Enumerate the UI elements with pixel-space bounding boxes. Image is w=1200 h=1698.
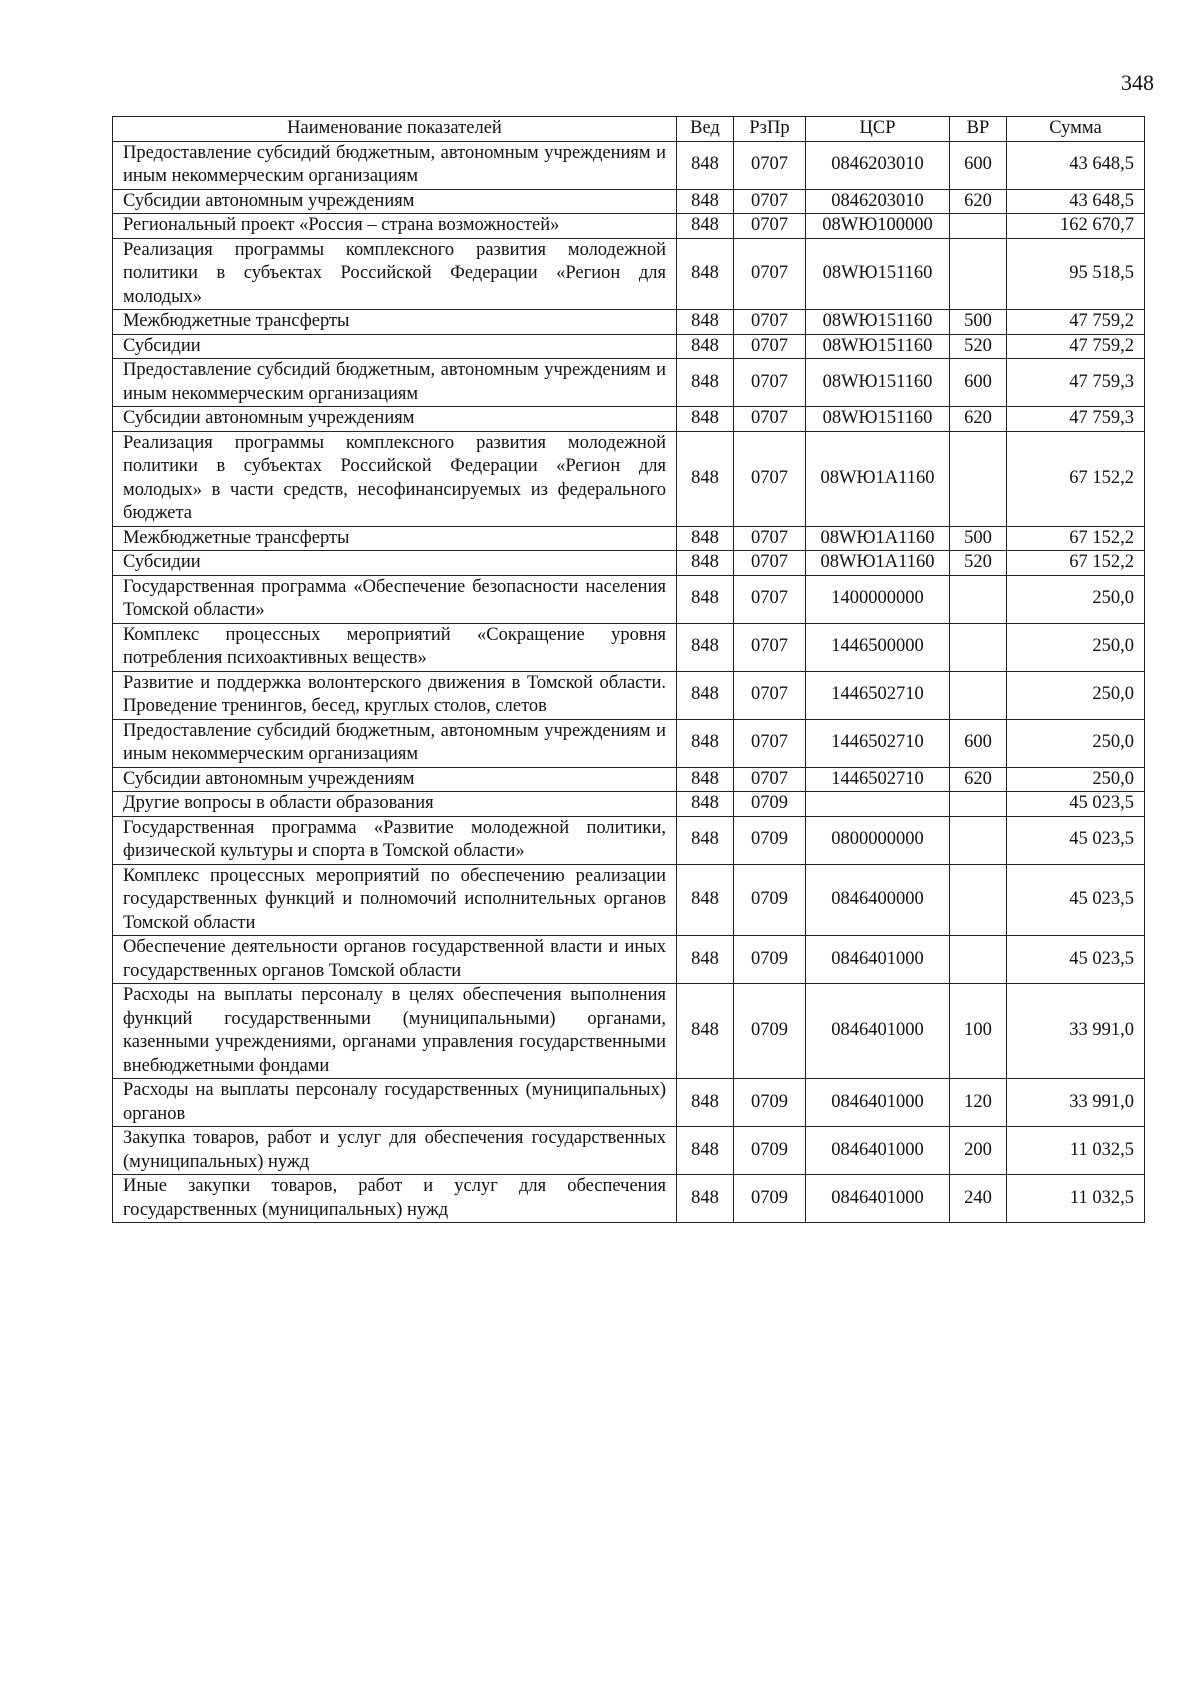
cell-csr: 1446502710 <box>806 719 950 767</box>
cell-rzpr: 0707 <box>734 551 806 576</box>
cell-rzpr: 0709 <box>734 1079 806 1127</box>
cell-rzpr: 0709 <box>734 984 806 1079</box>
cell-sum: 45 023,5 <box>1007 792 1145 817</box>
cell-vr <box>950 864 1007 936</box>
cell-sum: 162 670,7 <box>1007 214 1145 239</box>
cell-ved: 848 <box>677 1079 734 1127</box>
cell-sum: 43 648,5 <box>1007 141 1145 189</box>
cell-csr: 08WЮ151160 <box>806 407 950 432</box>
page-number: 348 <box>1121 70 1154 95</box>
cell-csr: 08WЮ151160 <box>806 334 950 359</box>
cell-csr: 0846400000 <box>806 864 950 936</box>
table-row <box>113 334 1145 359</box>
cell-ved: 848 <box>677 936 734 984</box>
header-name: Наименование показателей <box>113 117 677 142</box>
cell-sum: 47 759,3 <box>1007 359 1145 407</box>
table-row <box>113 551 1145 576</box>
table-row <box>113 141 1145 189</box>
table-row <box>113 310 1145 335</box>
cell-csr: 0846203010 <box>806 189 950 214</box>
cell-sum: 250,0 <box>1007 623 1145 671</box>
cell-rzpr: 0707 <box>734 238 806 310</box>
cell-ved: 848 <box>677 238 734 310</box>
cell-sum: 67 152,2 <box>1007 431 1145 526</box>
table-row <box>113 1079 1145 1127</box>
budget-table <box>112 116 1145 1223</box>
cell-ved: 848 <box>677 792 734 817</box>
cell-sum: 250,0 <box>1007 719 1145 767</box>
table-row <box>113 936 1145 984</box>
cell-name: Субсидии автономным учреждениям <box>113 189 677 214</box>
cell-csr: 0846401000 <box>806 1175 950 1223</box>
cell-rzpr: 0709 <box>734 864 806 936</box>
cell-ved: 848 <box>677 407 734 432</box>
cell-vr: 500 <box>950 310 1007 335</box>
cell-sum: 95 518,5 <box>1007 238 1145 310</box>
cell-rzpr: 0709 <box>734 1127 806 1175</box>
cell-sum: 43 648,5 <box>1007 189 1145 214</box>
cell-rzpr: 0709 <box>734 1175 806 1223</box>
cell-csr: 0846203010 <box>806 141 950 189</box>
cell-name: Реализация программы комплексного развития молодежной политики в субъектах Российской Федерации «Регион для молодых» <box>113 238 677 310</box>
cell-rzpr: 0707 <box>734 141 806 189</box>
cell-ved: 848 <box>677 551 734 576</box>
table-row <box>113 864 1145 936</box>
cell-name: Закупка товаров, работ и услуг для обеспечения государственных (муниципальных) нужд <box>113 1127 677 1175</box>
cell-vr <box>950 214 1007 239</box>
cell-name: Обеспечение деятельности органов государственной власти и иных государственных органов Томской области <box>113 936 677 984</box>
cell-vr: 520 <box>950 551 1007 576</box>
cell-vr: 600 <box>950 141 1007 189</box>
cell-sum: 11 032,5 <box>1007 1127 1145 1175</box>
table-row <box>113 431 1145 526</box>
cell-name: Развитие и поддержка волонтерского движения в Томской области. Проведение тренингов, бесед, круглых столов, слетов <box>113 671 677 719</box>
table-row <box>113 214 1145 239</box>
cell-rzpr: 0707 <box>734 767 806 792</box>
table-row <box>113 359 1145 407</box>
cell-csr: 0800000000 <box>806 816 950 864</box>
cell-name: Другие вопросы в области образования <box>113 792 677 817</box>
cell-name: Государственная программа «Обеспечение безопасности населения Томской области» <box>113 575 677 623</box>
table-row <box>113 719 1145 767</box>
cell-vr <box>950 575 1007 623</box>
cell-sum: 45 023,5 <box>1007 936 1145 984</box>
cell-ved: 848 <box>677 310 734 335</box>
cell-vr: 100 <box>950 984 1007 1079</box>
cell-rzpr: 0709 <box>734 816 806 864</box>
cell-rzpr: 0707 <box>734 526 806 551</box>
cell-sum: 67 152,2 <box>1007 526 1145 551</box>
cell-name: Субсидии <box>113 551 677 576</box>
cell-csr: 0846401000 <box>806 984 950 1079</box>
cell-sum: 250,0 <box>1007 575 1145 623</box>
cell-name: Субсидии автономным учреждениям <box>113 407 677 432</box>
cell-sum: 33 991,0 <box>1007 984 1145 1079</box>
cell-sum: 47 759,2 <box>1007 334 1145 359</box>
table-header-row <box>113 117 1145 142</box>
cell-vr <box>950 431 1007 526</box>
table-row <box>113 816 1145 864</box>
cell-vr: 240 <box>950 1175 1007 1223</box>
table-row <box>113 1127 1145 1175</box>
cell-csr <box>806 792 950 817</box>
cell-csr: 1446500000 <box>806 623 950 671</box>
table-row <box>113 238 1145 310</box>
cell-vr: 120 <box>950 1079 1007 1127</box>
cell-vr <box>950 792 1007 817</box>
cell-ved: 848 <box>677 864 734 936</box>
cell-name: Предоставление субсидий бюджетным, автономным учреждениям и иным некоммерческим организациям <box>113 359 677 407</box>
header-ved: Вед <box>677 117 734 142</box>
cell-rzpr: 0707 <box>734 334 806 359</box>
cell-csr: 08WЮ1А1160 <box>806 551 950 576</box>
cell-csr: 08WЮ100000 <box>806 214 950 239</box>
cell-vr <box>950 936 1007 984</box>
cell-ved: 848 <box>677 1127 734 1175</box>
cell-csr: 08WЮ1А1160 <box>806 526 950 551</box>
cell-vr <box>950 238 1007 310</box>
cell-csr: 0846401000 <box>806 936 950 984</box>
cell-sum: 47 759,3 <box>1007 407 1145 432</box>
cell-rzpr: 0707 <box>734 671 806 719</box>
cell-rzpr: 0707 <box>734 310 806 335</box>
cell-ved: 848 <box>677 575 734 623</box>
cell-csr: 08WЮ1А1160 <box>806 431 950 526</box>
cell-sum: 33 991,0 <box>1007 1079 1145 1127</box>
cell-rzpr: 0709 <box>734 792 806 817</box>
cell-sum: 11 032,5 <box>1007 1175 1145 1223</box>
header-vr: ВР <box>950 117 1007 142</box>
cell-rzpr: 0707 <box>734 407 806 432</box>
cell-ved: 848 <box>677 719 734 767</box>
cell-name: Комплекс процессных мероприятий по обеспечению реализации государственных функций и полномочий исполнительных органов Томской области <box>113 864 677 936</box>
cell-vr: 500 <box>950 526 1007 551</box>
cell-ved: 848 <box>677 816 734 864</box>
cell-name: Межбюджетные трансферты <box>113 310 677 335</box>
cell-name: Комплекс процессных мероприятий «Сокращение уровня потребления психоактивных веществ» <box>113 623 677 671</box>
cell-sum: 47 759,2 <box>1007 310 1145 335</box>
table-row <box>113 526 1145 551</box>
cell-rzpr: 0707 <box>734 431 806 526</box>
cell-name: Предоставление субсидий бюджетным, автономным учреждениям и иным некоммерческим организациям <box>113 141 677 189</box>
table-row <box>113 767 1145 792</box>
cell-rzpr: 0707 <box>734 719 806 767</box>
cell-name: Региональный проект «Россия – страна возможностей» <box>113 214 677 239</box>
cell-csr: 08WЮ151160 <box>806 238 950 310</box>
header-sum: Сумма <box>1007 117 1145 142</box>
table-row <box>113 792 1145 817</box>
cell-vr: 620 <box>950 407 1007 432</box>
table-row <box>113 189 1145 214</box>
cell-ved: 848 <box>677 141 734 189</box>
cell-csr: 0846401000 <box>806 1079 950 1127</box>
cell-name: Иные закупки товаров, работ и услуг для обеспечения государственных (муниципальных) нужд <box>113 1175 677 1223</box>
cell-name: Государственная программа «Развитие молодежной политики, физической культуры и спорта в Томской области» <box>113 816 677 864</box>
table-row <box>113 671 1145 719</box>
cell-rzpr: 0707 <box>734 359 806 407</box>
cell-ved: 848 <box>677 984 734 1079</box>
cell-vr: 620 <box>950 189 1007 214</box>
cell-csr: 0846401000 <box>806 1127 950 1175</box>
cell-name: Межбюджетные трансферты <box>113 526 677 551</box>
cell-name: Субсидии автономным учреждениям <box>113 767 677 792</box>
cell-sum: 67 152,2 <box>1007 551 1145 576</box>
cell-ved: 848 <box>677 671 734 719</box>
cell-rzpr: 0707 <box>734 214 806 239</box>
cell-csr: 08WЮ151160 <box>806 359 950 407</box>
cell-csr: 1400000000 <box>806 575 950 623</box>
cell-ved: 848 <box>677 214 734 239</box>
cell-ved: 848 <box>677 431 734 526</box>
cell-csr: 1446502710 <box>806 767 950 792</box>
cell-name: Предоставление субсидий бюджетным, автономным учреждениям и иным некоммерческим организациям <box>113 719 677 767</box>
cell-ved: 848 <box>677 1175 734 1223</box>
cell-vr <box>950 623 1007 671</box>
cell-ved: 848 <box>677 767 734 792</box>
cell-rzpr: 0707 <box>734 623 806 671</box>
header-rzpr: РзПр <box>734 117 806 142</box>
table-row <box>113 984 1145 1079</box>
cell-vr: 620 <box>950 767 1007 792</box>
cell-vr: 600 <box>950 719 1007 767</box>
cell-name: Субсидии <box>113 334 677 359</box>
cell-sum: 45 023,5 <box>1007 864 1145 936</box>
table-row <box>113 407 1145 432</box>
table-row <box>113 1175 1145 1223</box>
cell-vr: 600 <box>950 359 1007 407</box>
cell-vr <box>950 816 1007 864</box>
table-row <box>113 575 1145 623</box>
table-body <box>113 141 1145 1223</box>
cell-ved: 848 <box>677 189 734 214</box>
cell-ved: 848 <box>677 526 734 551</box>
cell-rzpr: 0707 <box>734 189 806 214</box>
cell-vr <box>950 671 1007 719</box>
cell-name: Реализация программы комплексного развития молодежной политики в субъектах Российской Федерации «Регион для молодых» в части средств, несофинансируемых из федерального бюджета <box>113 431 677 526</box>
cell-name: Расходы на выплаты персоналу государственных (муниципальных) органов <box>113 1079 677 1127</box>
cell-vr: 520 <box>950 334 1007 359</box>
cell-rzpr: 0709 <box>734 936 806 984</box>
cell-vr: 200 <box>950 1127 1007 1175</box>
table-row <box>113 623 1145 671</box>
cell-name: Расходы на выплаты персоналу в целях обеспечения выполнения функций государственными (муниципальными) органами, казенными учреждениями, органами управления государственными внебюджетными фондами <box>113 984 677 1079</box>
cell-sum: 250,0 <box>1007 767 1145 792</box>
header-csr: ЦСР <box>806 117 950 142</box>
cell-ved: 848 <box>677 334 734 359</box>
cell-csr: 1446502710 <box>806 671 950 719</box>
cell-sum: 250,0 <box>1007 671 1145 719</box>
cell-sum: 45 023,5 <box>1007 816 1145 864</box>
cell-rzpr: 0707 <box>734 575 806 623</box>
cell-ved: 848 <box>677 623 734 671</box>
cell-ved: 848 <box>677 359 734 407</box>
cell-csr: 08WЮ151160 <box>806 310 950 335</box>
